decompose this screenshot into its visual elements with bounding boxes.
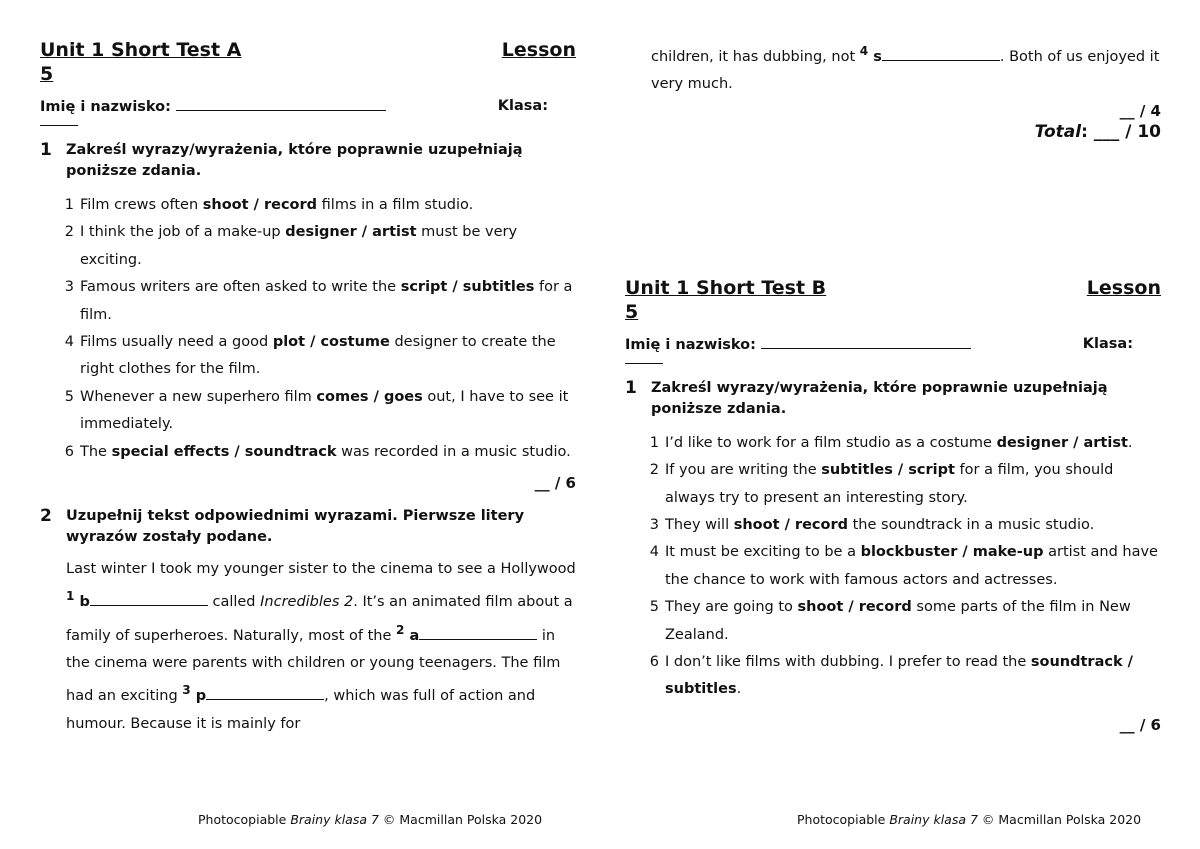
gap-number: 1 xyxy=(66,589,75,604)
footer-brand: Brainy klasa 7 xyxy=(889,812,978,827)
item-text xyxy=(80,329,576,384)
gap-letter: s xyxy=(873,48,882,65)
item-number: 5 xyxy=(649,599,659,616)
task-1-score: __ / 6 xyxy=(534,474,576,493)
item-text-part: was recorded in a music studio. xyxy=(336,443,571,460)
gap-fill-text-continued: children, it has dubbing, not $^4$ s . Both of us enjoyed it very much. xyxy=(651,44,1160,92)
task-1-items xyxy=(40,192,576,466)
class-field[interactable] xyxy=(40,117,78,126)
class-label: Klasa: xyxy=(497,98,548,114)
answer-options[interactable]: designer / artist xyxy=(285,224,417,241)
gap-blank[interactable] xyxy=(419,625,537,640)
item-text xyxy=(665,457,1161,512)
test-a-lesson-number: 5 xyxy=(40,63,54,85)
exercise-item xyxy=(40,219,576,274)
item-text-part: Film crews often xyxy=(80,197,203,213)
text-part: called xyxy=(207,594,261,611)
item-number: 4 xyxy=(649,544,659,561)
name-label: Imię i nazwisko: xyxy=(625,336,756,353)
task-instruction: Uzupełnij tekst odpowiednimi wyrazami. Pierwsze litery wyrazów zostały podane. xyxy=(66,508,525,546)
footer-text: Photocopiable xyxy=(797,812,890,827)
task-instruction: Zakreśl wyrazy/wyrażenia, które poprawnie uzupełniają poniższe zdania. xyxy=(651,379,1108,417)
item-text-part: It must be exciting to be a xyxy=(665,544,861,561)
text-part: Last winter I took my younger sister to the cinema to see a Hollywood xyxy=(66,561,576,578)
item-text-part: . xyxy=(1127,434,1133,451)
exercise-item xyxy=(40,274,576,329)
test-b-title-row xyxy=(625,276,1161,300)
task-1-header xyxy=(625,378,1161,420)
exercise-item xyxy=(40,439,576,466)
test-a-lesson: Lesson xyxy=(501,39,576,61)
name-label: Imię i nazwisko: xyxy=(40,99,171,115)
item-text-part: must be very exciting. xyxy=(80,224,518,268)
item-text-part: Whenever a new superhero film xyxy=(80,388,317,405)
answer-options[interactable]: shoot / record xyxy=(202,197,318,213)
item-number: 5 xyxy=(64,388,74,405)
item-text-part: out, I have to see it immediately. xyxy=(80,388,569,433)
footer-brand: Brainy klasa 7 xyxy=(290,812,379,827)
answer-options[interactable]: subtitles / script xyxy=(821,462,955,479)
footer-text: Photocopiable xyxy=(198,812,291,827)
answer-options[interactable]: designer / artist xyxy=(996,434,1128,451)
item-text xyxy=(665,512,1161,539)
answer-options[interactable]: blockbuster / make-up xyxy=(860,544,1044,561)
item-text-part: . xyxy=(736,681,742,698)
total-score xyxy=(625,122,1161,142)
total-label: Total xyxy=(1034,121,1082,142)
text-part: , which was full of action and humour. Because it is mainly for xyxy=(66,688,536,732)
footer-text: © Macmillan Polska 2020 xyxy=(378,812,543,827)
test-b-name-row xyxy=(625,334,1161,355)
item-number: 3 xyxy=(64,279,74,296)
exercise-item xyxy=(625,512,1161,539)
task-1-score: __ / 6 xyxy=(1119,715,1161,734)
gap-number: 4 xyxy=(859,44,869,58)
item-text-part: for a film. xyxy=(80,279,573,323)
item-text-part: If you are writing the xyxy=(665,462,822,479)
item-text-part: They are going to xyxy=(665,599,798,616)
item-text-part: artist and have the chance to work with famous actors and actresses. xyxy=(665,544,1158,588)
item-text-part: for a film, you should always try to present an interesting story. xyxy=(665,462,1114,506)
item-text xyxy=(80,219,576,274)
film-title: Incredibles 2 xyxy=(260,594,354,611)
item-text-part: They will xyxy=(665,517,734,534)
footer-left xyxy=(198,812,542,827)
task-2-header xyxy=(40,506,576,548)
exercise-item xyxy=(40,384,576,439)
item-text xyxy=(80,384,576,439)
test-b-column xyxy=(625,38,1161,736)
answer-options[interactable]: soundtrack / subtitles xyxy=(665,654,1133,698)
exercise-item xyxy=(40,329,576,384)
task-number: 1 xyxy=(40,140,52,160)
exercise-item xyxy=(625,649,1161,704)
answer-options[interactable]: comes / goes xyxy=(316,388,423,405)
item-text xyxy=(665,594,1161,649)
item-text-part: designer to create the right clothes for the film. xyxy=(80,334,556,378)
item-text-part: I think the job of a make-up xyxy=(80,224,286,241)
text-part: in the cinema were parents with children or young teenagers. The film had an exciting xyxy=(66,627,561,705)
answer-options[interactable]: shoot / record xyxy=(797,599,912,616)
answer-options[interactable]: plot / costume xyxy=(272,334,390,351)
item-text-part: Films usually need a good xyxy=(80,334,273,351)
gap-letter: a xyxy=(409,627,420,644)
answer-options[interactable]: script / subtitles xyxy=(400,279,535,296)
footer-text: © Macmillan Polska 2020 xyxy=(977,812,1142,827)
item-text-part: the soundtrack in a music studio. xyxy=(848,517,1095,534)
item-number: 1 xyxy=(64,197,74,213)
item-number: 3 xyxy=(649,517,659,534)
item-text xyxy=(665,539,1161,594)
gap-fill-text xyxy=(40,556,576,738)
gap-blank[interactable] xyxy=(882,46,1000,61)
task-2-score: __ / 4 xyxy=(1119,101,1161,120)
item-number: 2 xyxy=(649,462,659,479)
text-part: . Both of us enjoyed it very much. xyxy=(651,48,1160,92)
footer-right xyxy=(797,812,1141,827)
answer-options[interactable]: shoot / record xyxy=(733,517,848,534)
task-1-header xyxy=(40,140,576,182)
name-field[interactable] xyxy=(761,334,971,349)
task-1-items xyxy=(625,430,1161,704)
item-text xyxy=(80,439,576,466)
total-value: : ___ / 10 xyxy=(1081,121,1161,142)
item-text-part: The xyxy=(80,443,112,460)
gap-number: 3 xyxy=(182,683,191,698)
item-text xyxy=(80,192,576,219)
test-a-name-row xyxy=(40,96,576,117)
exercise-item xyxy=(625,457,1161,512)
gap-letter: b xyxy=(79,594,90,611)
item-text-part: Famous writers are often asked to write the xyxy=(80,279,401,296)
item-text xyxy=(665,649,1161,704)
item-text-part: I’d like to work for a film studio as a costume xyxy=(665,434,997,451)
task-number: 1 xyxy=(625,377,637,398)
test-b-lesson-number: 5 xyxy=(625,300,639,323)
class-label: Klasa: xyxy=(1082,335,1133,352)
item-number: 6 xyxy=(649,654,659,671)
class-field[interactable] xyxy=(625,355,663,364)
exercise-item xyxy=(625,539,1161,594)
item-number: 1 xyxy=(649,434,659,451)
exercise-item xyxy=(40,192,576,219)
gap-number: 2 xyxy=(396,622,405,637)
test-a-title-row xyxy=(40,38,576,62)
test-a-title: Unit 1 Short Test A xyxy=(40,39,242,61)
gap-blank[interactable] xyxy=(90,591,208,606)
item-text-part: I don’t like films with dubbing. I prefer to read the xyxy=(665,654,1031,671)
gap-blank[interactable] xyxy=(206,685,324,700)
gap-letter: p xyxy=(195,688,207,705)
answer-options[interactable]: special effects / soundtrack xyxy=(111,443,337,460)
name-field[interactable] xyxy=(176,96,386,111)
item-text-part: films in a film studio. xyxy=(317,197,474,213)
text-part: . It’s an animated film about a family of superheroes. Naturally, most of the xyxy=(66,594,573,644)
item-text-part: some parts of the film in New Zealand. xyxy=(665,599,1131,643)
exercise-item xyxy=(625,430,1161,457)
task-instruction: Zakreśl wyrazy/wyrażenia, które poprawnie uzupełniają poniższe zdania. xyxy=(66,142,523,179)
test-a xyxy=(40,38,576,738)
item-text xyxy=(80,274,576,329)
item-number: 4 xyxy=(64,334,74,351)
item-text xyxy=(665,430,1161,457)
item-number: 6 xyxy=(64,443,74,460)
test-b-title: Unit 1 Short Test B xyxy=(625,276,827,299)
test-b-lesson: Lesson xyxy=(1086,276,1161,299)
exercise-item xyxy=(625,594,1161,649)
item-number: 2 xyxy=(64,224,74,241)
task-number: 2 xyxy=(40,506,52,527)
